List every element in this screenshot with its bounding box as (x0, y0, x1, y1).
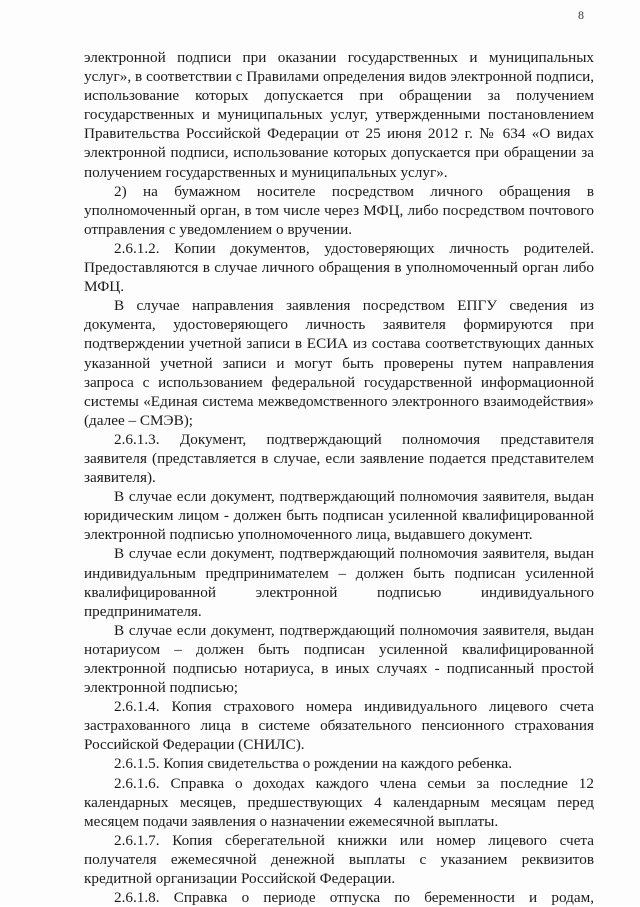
paragraph: электронной подписи при оказании государственных и муниципальных услуг», в соответствии с Правилами определения видов электронной подписи, использование которых допускается при обращении за получением государственных и муниципальных услуг, утвержденными постановлением Правительства Российской Федерации от 25 июня 2012 г. № 634 «О видах электронной подписи, использование которых допускается при обращении за получением государственных и муниципальных услуг». (84, 49, 594, 181)
paragraph: В случае направления заявления посредством ЕПГУ сведения из документа, удостоверяющего личность заявителя формируются при подтверждении учетной записи в ЕСИА из состава соответствующих данных указанной учетной записи и могут быть проверены путем направления запроса с использованием федеральной государственной информационной системы «Единая система межведомственного электронного взаимодействия» (далее – СМЭВ); (84, 297, 594, 429)
paragraph: 2.6.1.4. Копия страхового номера индивидуального лицевого счета застрахованного лица в системе обязательного пенсионного страхования Российской Федерации (СНИЛС). (84, 698, 594, 754)
paragraph: В случае если документ, подтверждающий полномочия заявителя, выдан индивидуальным предпринимателем – должен быть подписан усиленной квалифицированной электронной подписью индивидуального предпринимателя. (84, 545, 594, 620)
page-number: 8 (578, 8, 584, 22)
paragraph: В случае если документ, подтверждающий полномочия заявителя, выдан нотариусом – должен быть подписан усиленной квалифицированной электронной подписью нотариуса, в иных случаях - подписанный простой электронной подписью; (84, 621, 594, 697)
paragraph: 2.6.1.5. Копия свидетельства о рождении на каждого ребенка. (114, 755, 513, 773)
paragraph: 2.6.1.3. Документ, подтверждающий полномочия представителя заявителя (представляется в случае, если заявление подается представителем заявителя). (84, 430, 594, 487)
paragraph: 2) на бумажном носителе посредством личного обращения в уполномоченный орган, в том числе через МФЦ, либо посредством почтового отправления с уведомлением о вручении. (84, 182, 594, 238)
document-body (84, 48, 594, 907)
paragraph: 2.6.1.6. Справка о доходах каждого члена семьи за последние 12 календарных месяцев, предшествующих 4 календарным месяцам перед месяцем подачи заявления о назначении ежемесячной выплаты. (84, 774, 594, 830)
paragraph: 2.6.1.2. Копии документов, удостоверяющих личность родителей. Предоставляются в случае личного обращения в уполномоченный орган либо МФЦ. (84, 239, 594, 296)
paragraph: В случае если документ, подтверждающий полномочия заявителя, выдан юридическим лицом - должен быть подписан усиленной квалифицированной электронной подписью уполномоченного лица, выдавшего документ. (84, 488, 594, 544)
paragraph: 2.6.1.7. Копия сберегательной книжки или номер лицевого счета получателя ежемесячной денежной выплаты с указанием реквизитов кредитной организации Российской Федерации. (84, 831, 594, 888)
paragraph: 2.6.1.8. Справка о периоде отпуска по беременности и родам, (114, 889, 594, 907)
